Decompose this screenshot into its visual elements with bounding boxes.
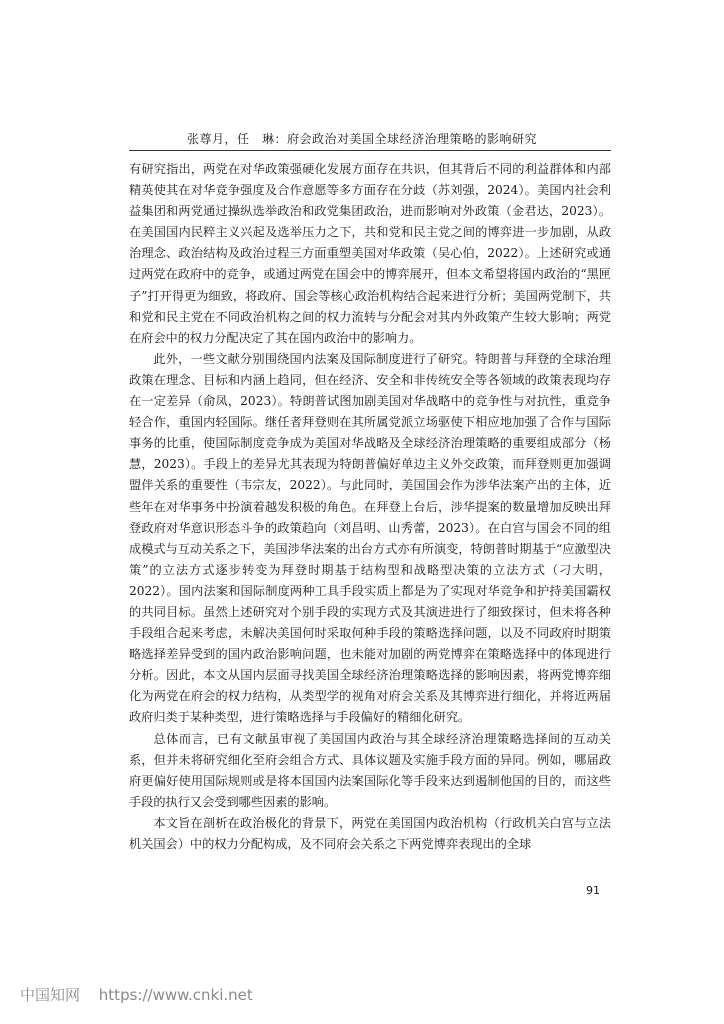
- header-rule: [129, 150, 611, 151]
- page-number: 91: [586, 884, 600, 897]
- article-body: [129, 159, 611, 855]
- paragraph-1: 有研究指出，两党在对华政策强硬化发展方面存在共识，但其背后不同的利益群体和内部精英使其在对华竞争强度及合作意愿等多方面存在分歧（苏刘强，2024）。美国内社会利益集团和两党通过操纵选举政治和政党集团政治，进而影响对外政策（金君达，2023）。在美国国内民粹主义兴起及选举压力之下，共和党和民主党之间的博弈进一步加剧，从政治理念、政治结构及政治过程三方面重塑美国对华政策（吴心伯，2022）。上述研究或通过两党在政府中的竞争，或通过两党在国会中的博弈展开，但本文希望将国内政治的“黑匣子”打开得更为细致，将政府、国会等核心政治机构结合起来进行分析；美国两党制下，共和党和民主党在不同政治机构之间的权力流转与分配会对其内外政策产生较大影响；两党在府会中的权力分配决定了其在国内政治中的影响力。: [129, 162, 611, 345]
- watermark-url[interactable]: https://www.cnki.net: [98, 986, 253, 1004]
- watermark-site-name: 中国知网: [20, 986, 81, 1004]
- running-head: 张尊月，任 琳：府会政治对美国全球经济治理策略的影响研究: [186, 132, 537, 146]
- paragraph-2: 此外，一些文献分别围绕国内法案及国际制度进行了研究。特朗普与拜登的全球治理政策在理念、目标和内涵上趋同，但在经济、安全和非传统安全等各领域的政策表现均存在一定差异（俞凤，2023）。特朗普试图加剧美国对华战略中的竞争性与对抗性，重竞争轻合作，重国内轻国际。继任者拜登则在其所属党派立场驱使下相应地加强了合作与国际事务的比重，使国际制度竞争成为美国对华战略及全球经济治理策略的重要组成部分（杨慧，2023）。手段上的差异尤其表现为特朗普偏好单边主义外交政策，而拜登则更加强调盟伴关系的重要性（韦宗友，2022）。与此同时，美国国会作为涉华法案产出的主体，近些年在对华事务中扮演着越发积极的角色。在拜登上台后，涉华提案的数量增加反映出拜登政府对华意识形态斗争的政策趋向（刘昌明、山秀蕾，2023）。在白宫与国会不同的组成模式与互动关系之下，美国涉华法案的出台方式亦有所演变，特朗普时期基于“应激型决策”的立法方式逐步转变为拜登时期基于结构型和战略型决策的立法方式（刁大明，2022）。国内法案和国际制度两种工具手段实质上都是为了实现对华竞争和护持美国霸权的共同目标。虽然上述研究对个别手段的实现方式及其演进进行了细致探讨，但未将各种手段组合起来考虑，未解决美国何时采取何种手段的策略选择问题，以及不同政府时期策略选择差异受到的国内政治影响问题，也未能对加剧的两党博弈在策略选择中的体现进行分析。因此，本文从国内层面寻找美国全球经济治理策略选择的影响因素，将两党博弈细化为两党在府会的权力结构，从类型学的视角对府会关系及其博弈进行细化，并将近两届政府归类于某种类型，进行策略选择与手段偏好的精细化研究。: [129, 351, 611, 725]
- paragraph-4: 本文旨在剖析在政治极化的背景下，两党在美国国内政治机构（行政机关白宫与立法机关国会）中的权力分配构成，及不同府会关系之下两党博弈表现出的全球: [129, 815, 611, 851]
- paragraph-3: 总体而言，已有文献虽审视了美国国内政治与其全球经济治理策略选择间的互动关系，但并未将研究细化至府会组合方式、具体议题及实施手段方面的异同。例如，哪届政府更偏好使用国际规则或是将本国国内法案国际化等手段来达到遏制他国的目的，而这些手段的执行又会受到哪些因素的影响。: [129, 731, 611, 809]
- cnki-watermark: [20, 984, 267, 1005]
